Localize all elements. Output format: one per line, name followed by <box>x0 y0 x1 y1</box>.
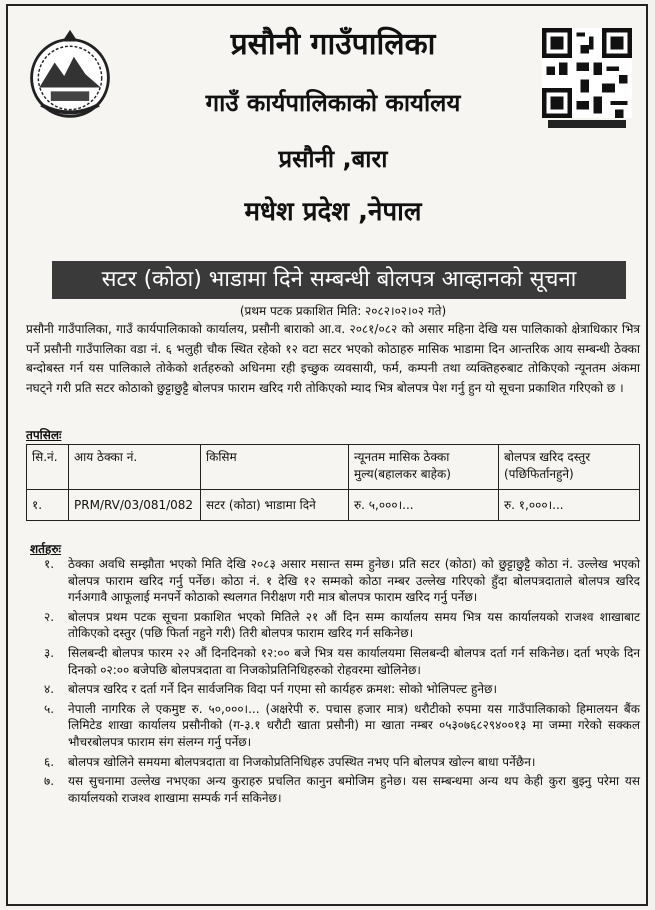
terms-list <box>38 556 640 809</box>
cell-contract-no: PRM/RV/03/081/082 <box>69 490 201 521</box>
term-text: यस सुचनामा उल्लेख नभएका अन्य कुराहरु प्रचलित कानुन बमोजिम हुनेछ। यस सम्बन्धमा अन्य थप केही कुरा बुझ्नु परेमा यस कार्यालयको राजश्व शाखामा सम्पर्क गर्न सकिनेछ। <box>68 774 640 805</box>
header-serial: सि.नं. <box>27 445 69 490</box>
term-number: २. <box>44 609 55 624</box>
term-number: ३. <box>44 645 55 660</box>
header-min-rent: न्यूनतम मासिक ठेक्का मुल्य(बहालकर बाहेक) <box>349 445 499 490</box>
office-location: प्रसौनी ,बारा <box>278 145 388 173</box>
qr-code-icon <box>542 28 632 118</box>
cell-fee: रु. १,०००।... <box>499 490 640 521</box>
header-fee: बोलपत्र खरिद दस्तुर (पछिफिर्तानहुने) <box>499 445 640 490</box>
notice-page <box>6 4 648 906</box>
list-item <box>38 556 640 606</box>
publication-date: (प्रथम पटक प्रकाशित मिति: २०८२।०२।०२ गते) <box>239 304 447 318</box>
nepal-emblem-icon <box>22 28 118 124</box>
list-item <box>38 754 640 771</box>
notice-title: सटर (कोठा) भाडामा दिने सम्बन्धी बोलपत्र आव्हानको सूचना <box>52 261 626 299</box>
org-name: प्रसौनी गाउँपालिका <box>230 27 436 62</box>
tender-table <box>26 444 640 521</box>
term-text: बोलपत्र प्रथम पटक सूचना प्रकाशित भएको मितिले २१ औं दिन सम्म कार्यालय समय भित्र यस कार्यालयको राजश्व शाखाबाट तोकिएको दस्तुर (पछि फिर्ता नहुने गरी) तिरी बोलपत्र फाराम खरिद गर्न सकिनेछ। <box>68 609 640 641</box>
office-name: गाउँ कार्यपालिकाको कार्यालय <box>205 89 461 117</box>
term-number: १. <box>44 557 55 571</box>
term-number: ७. <box>44 774 55 789</box>
cell-serial: १. <box>27 490 69 521</box>
header-type: किसिम <box>201 445 349 490</box>
term-text: नेपाली नागरिक ले एकमुष्ट रु. ५०,०००।... (अक्षरेपी रु. पचास हजार मात्र) धरौटीको रुपमा यस गाउँपालिकाको हिमालयन बैंक लिमिटेड शाखा कार्यालय प्रसौनीको (ग-३.१ धरौटी खाता प्रसौनी) मा खाता नम्बर ०५३०७६८२९४००१३ मा जम्मा गरेको सक्कल भौचरबोलपत्र फाराम संग संलग्न गर्नु पर्नेछ। <box>68 701 640 749</box>
term-number: ५. <box>44 701 55 716</box>
terms-heading: शर्तहरुः <box>30 542 61 556</box>
list-item <box>38 681 640 698</box>
table-header-row <box>27 445 640 490</box>
qr-caption-bar <box>548 120 626 128</box>
list-item <box>38 609 640 642</box>
term-text: बोलपत्र खोलिने समयमा बोलपत्रदाता वा निजकोप्रतिनिधिहरु उपस्थित नभए पनि बोलपत्र खोल्न बाधा पर्नेछैन। <box>68 754 536 769</box>
list-item <box>38 773 640 806</box>
term-text: बोलपत्र खरिद र दर्ता गर्ने दिन सार्वजनिक विदा पर्न गएमा सो कार्यहरु क्रमश: सोको भोलिपल्ट हुनेछ। <box>68 682 498 697</box>
list-item <box>38 701 640 751</box>
province-name: मधेश प्रदेश ,नेपाल <box>244 197 422 227</box>
cell-type: सटर (कोठा) भाडामा दिने <box>201 490 349 521</box>
term-number: ४. <box>44 682 55 697</box>
header-contract-no: आय ठेक्का नं. <box>69 445 201 490</box>
list-item <box>38 645 640 678</box>
term-text: सिलबन्दी बोलपत्र फारम २२ औं दिनदिनको १२:०० बजे भित्र यस कार्यालयमा सिलबन्दी बोलपत्र दर्ता गर्न सकिनेछ। दर्ता भएके दिन दिनको ०२:०० बजेपछि बोलपत्रदाता वा निजकोप्रतिनिधिहरुको रोहवरमा खोलिनेछ। <box>68 645 640 677</box>
term-text: ठेक्का अवधि सम्झौता भएको मिति देखि २०८३ असार मसान्त सम्म हुनेछ। प्रति सटर (कोठा) को छुट्टाछुट्टै कोठा नं. उल्लेख भएको बोलपत्र फाराम खरिद गर्नु पर्नेछ। कोठा नं. १ देखि १२ सम्मको कोठा नम्बर उल्लेख गरिएको हुँदा बोलपत्रदाताले बोलपत्र खरिद गर्नअगावै आफूलाई मनपर्ने कोठाको स्थलगत निरीक्षण गरी मात्र बोलपत्र फाराम खरिद गर्नु पर्नेछ। <box>68 557 640 605</box>
cell-min-rent: रु. ५,०००।... <box>349 490 499 521</box>
intro-paragraph: प्रसौनी गाउँपालिका, गाउँ कार्यपालिकाको कार्यालय, प्रसौनी बाराको आ.व. २०८१/०८२ को असार महिना देखि यस पालिकाको क्षेत्राधिकार भित्र पर्ने प्रसौनी गाउँपालिका वडा नं. ६ भलुही चौक स्थित रहेको १२ वटा सटर भएको कोठाहरु मासिक भाडामा दिन आन्तरिक आय सम्बन्धी ठेक्का बन्दोबस्त गर्न यस पालिकाले तोकेको शर्तहरुको अधिनमा रही इच्छुक व्यवसायी, फर्म, कम्पनी तथा व्यक्तिहरुबाट तोकिएको न्यूनतम अंकमा नघट्ने गरी प्रति सटर कोठाको छुट्टाछुट्टै बोलपत्र फाराम खरिद गरी तोकिएको म्याद भित्र बोलपत्र पेश गर्नु हुन यो सूचना प्रकाशित गरिएको छ । <box>26 322 640 395</box>
term-number: ६. <box>44 754 55 769</box>
details-heading: तपसिलः <box>26 428 62 442</box>
table-row <box>27 490 640 521</box>
